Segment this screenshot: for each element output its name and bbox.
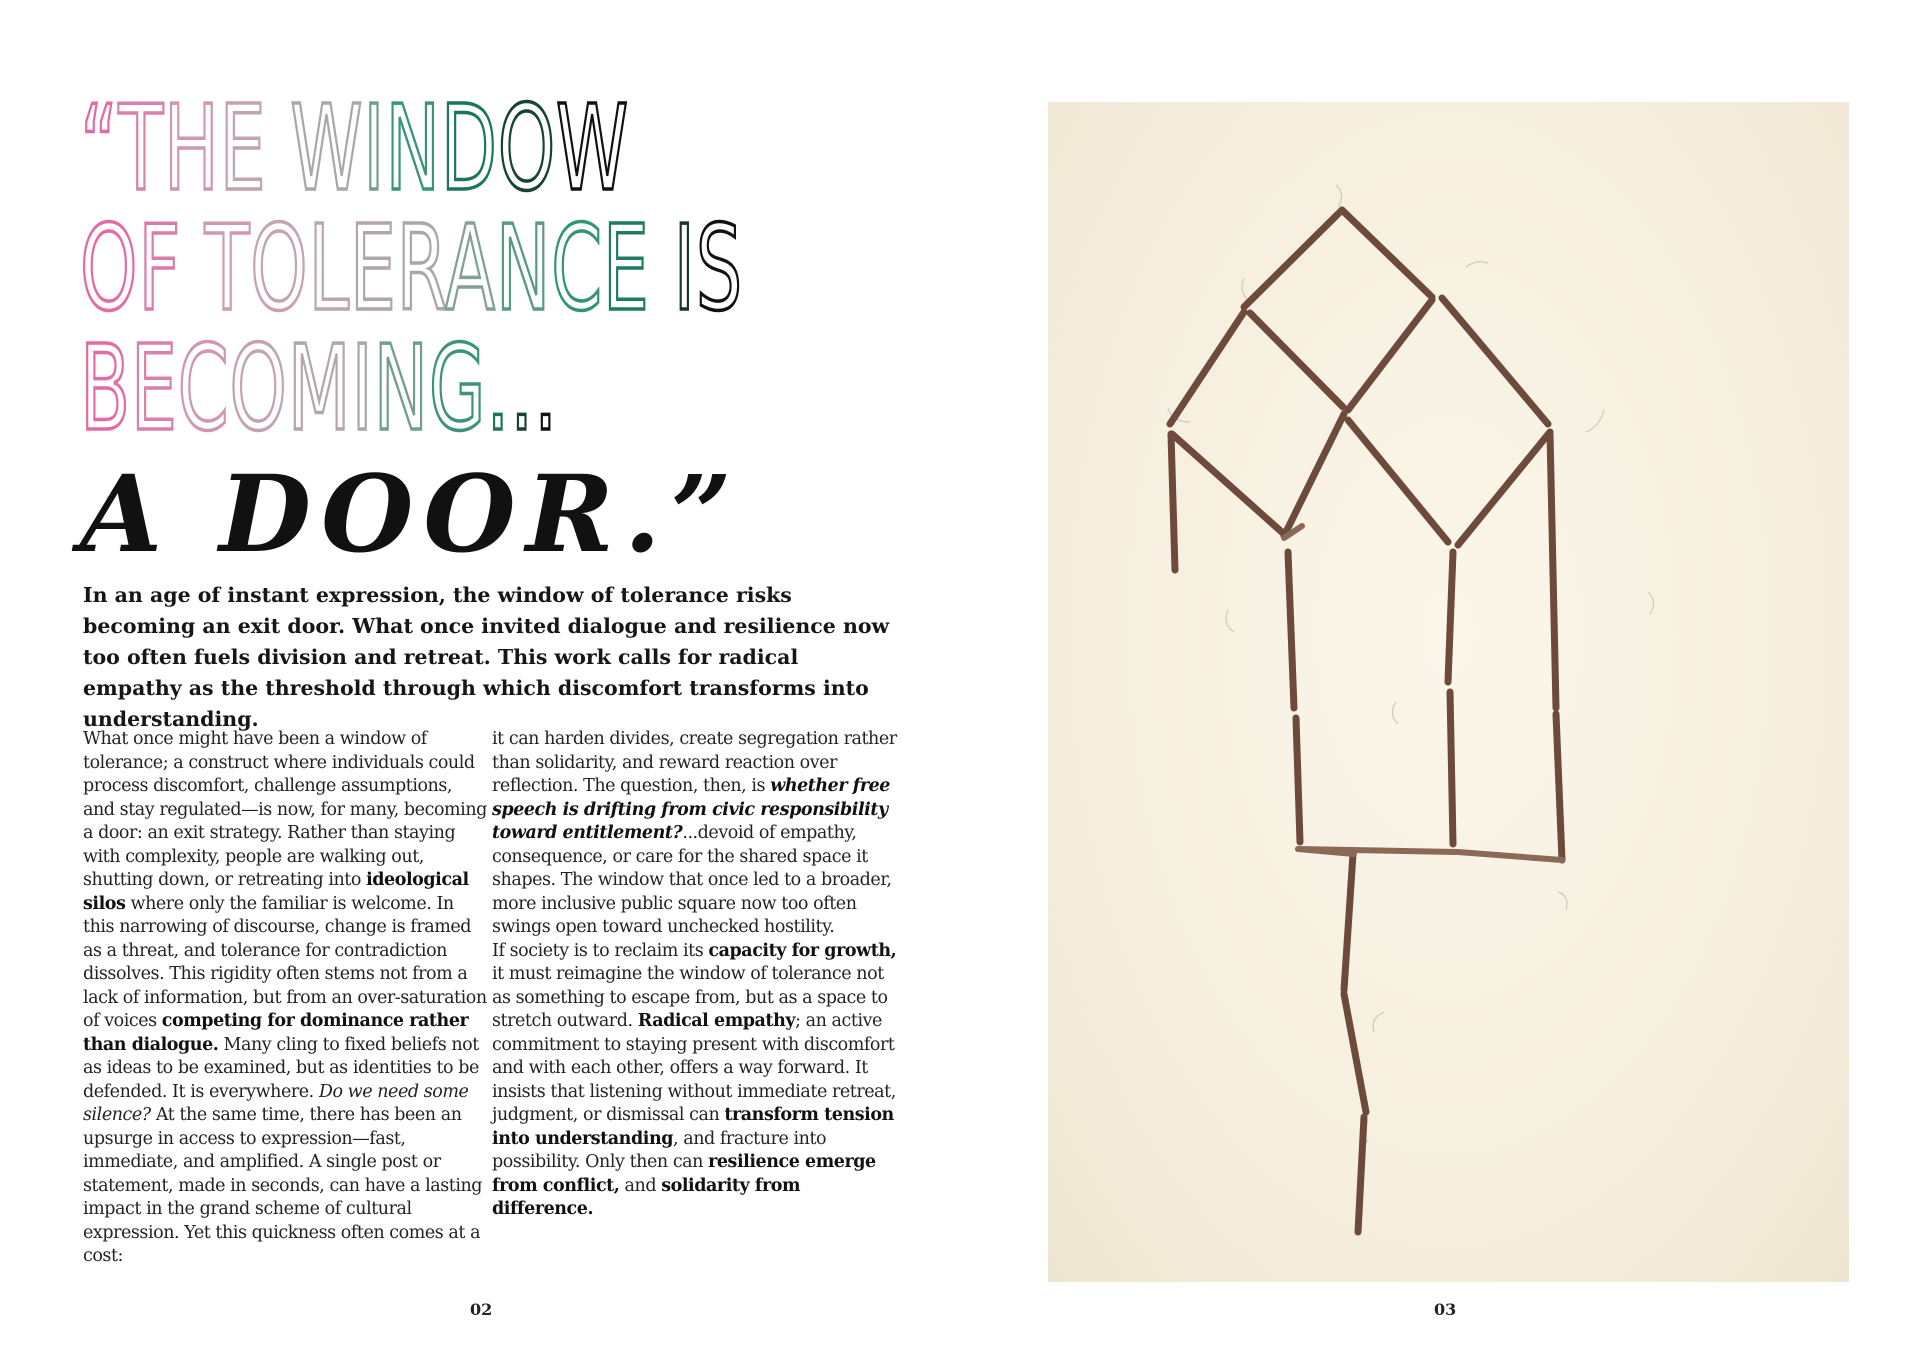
lead-paragraph: In an age of instant expression, the window of tolerance risks becoming an exit door. What once invited dialogue and resilience now too often fuels division and retreat. This work calls for radical empathy as the threshold through which discomfort transforms into understanding. (83, 583, 890, 731)
body-paragraph: What once might have been a window of tolerance; a construct where individuals could process discomfort, challenge assumptions, and stay regulated—is now, for many, becoming a door: an exit strategy. Rather than staying with complexity, people are walking out, shutting down, or retreating into ideological silos where only the familiar is welcome. In this narrowing of discourse, change is framed as a threat, and tolerance for contradiction dissolves. This rigidity often stems not from a lack of information, but from an over-saturation of voices competing for dominance rather than dialogue. Many cling to fixed beliefs not as ideas to be examined, but as identities to be defended. It is everywhere. Do we need some silence? At the same time, there has been an upsurge in access to expression—fast, immediate, and amplified. A single post or statement, made in seconds, can have a lasting impact in the grand scheme of cultural expression. Yet this quickness often comes at a cost: (83, 729, 487, 1266)
headline-line-3: BECOMING... (80, 319, 558, 457)
body-paragraph: it can harden divides, create segregation rather than solidarity, and reward reaction over reflection. The question, then, is whether free speech is drifting from civic responsibility toward entitlement?...devoid of empathy, consequence, or care for the shared space it shapes. The window that once led to a broader, more inclusive public square now too often swings open toward unchecked hostility. (492, 729, 897, 937)
body-paragraph: If society is to reclaim its capacity for growth, it must reimagine the window of tolerance not as something to escape from, but as a space to stretch outward. Radical empathy; an active commitment to staying present with discomfort and with each other, offers a way forward. It insists that listening without immediate retreat, judgment, or dismissal can transform tension into understanding, and fracture into possibility. Only then can resilience emerge from conflict, and solidarity from difference. (492, 940, 897, 1219)
headline-door-line: A DOOR.” (80, 451, 742, 576)
page-number-right: 03 (1434, 1300, 1457, 1319)
twig-sculpture-photo (1048, 102, 1849, 1282)
body-column-2 (492, 728, 897, 1222)
headline (80, 79, 1149, 576)
headline-line-2: OF TOLERANCE IS (80, 199, 743, 337)
headline-line-1: “THE WINDOW (80, 79, 629, 217)
page-number-left: 02 (470, 1300, 493, 1319)
body-column-1 (83, 728, 488, 1269)
twig-sculpture-illustration (1048, 102, 1849, 1282)
